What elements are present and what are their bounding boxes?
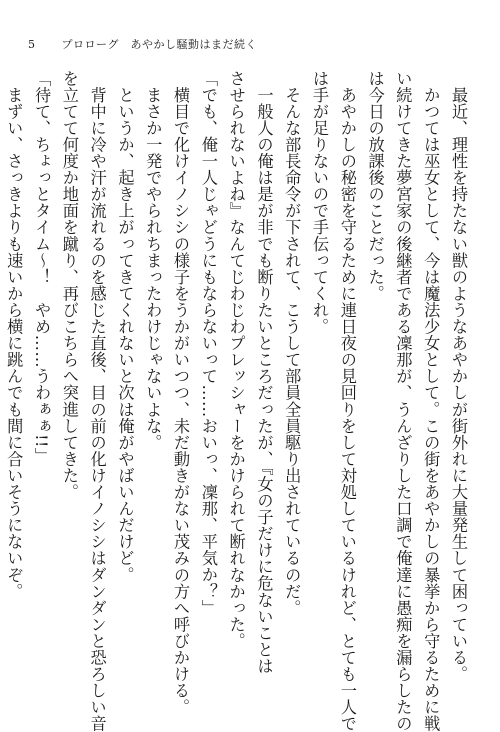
text-line: 「待て、ちょっとタイム～！ やめ……うわぁぁ!!」 [32,70,52,465]
text-line: を立てて何度か地面を蹴り、再びこちらへ突進してきた。 [59,70,79,501]
text-line: というか、起き上がってきてくれないと次は俺がやばいんだけど。 [115,70,135,584]
text-line: は手が足りないので手伝ってくれ。 [310,70,330,335]
text-line: かつては巫女として、今は魔法少女として。この街をあやかしの暴挙から守るために戦 [421,70,441,732]
text-line: そんな部長命令が下されて、こうして部員全員駆り出されているのだ。 [282,70,302,617]
text-line: まずい、さっきよりも速いから横に跳んでも間に合いそうにないぞ。 [4,70,24,600]
text-line: は今日の放課後のことだった。 [365,70,385,302]
page-header [28,36,257,52]
text-line: させられないよね』なんてじわじわプレッシャーをかけられて断れなかった。 [226,70,246,650]
text-line: 背中に冷や汗が流れるのを感じた直後、目の前の化けイノシシはダンダンと恐ろしい音 [87,70,107,732]
body-text [0,70,472,732]
page-number: 5 [28,38,36,51]
text-line: 「でも、俺一人じゃどうにもならないって……おいっ、凜那、平気か？」 [198,70,218,617]
text-line: あやかしの秘密を守るために連日夜の見回りをして対処しているけれど、とても一人で [337,70,357,732]
text-line: 横目で化けイノシシの様子をうかがいつつ、未だ動きがない茂みの方へ呼びかける。 [171,70,191,716]
text-line: 最近、理性を持たない獣のようなあやかしが街外れに大量発生して困っている。 [449,70,468,683]
text-line: い続けてきた夢宮家の後継者である凜那が、うんざりした口調で俺達に愚痴を漏らしたの [393,70,413,732]
running-title: プロローグ あやかし騒動はまだ続く [61,38,257,51]
text-line: 一般人の俺は是が非でも断りたいところだったが、『女の子だけに危ないことは [254,70,274,675]
text-line: まさか一発でやられちまったわけじゃないよな。 [143,70,163,451]
